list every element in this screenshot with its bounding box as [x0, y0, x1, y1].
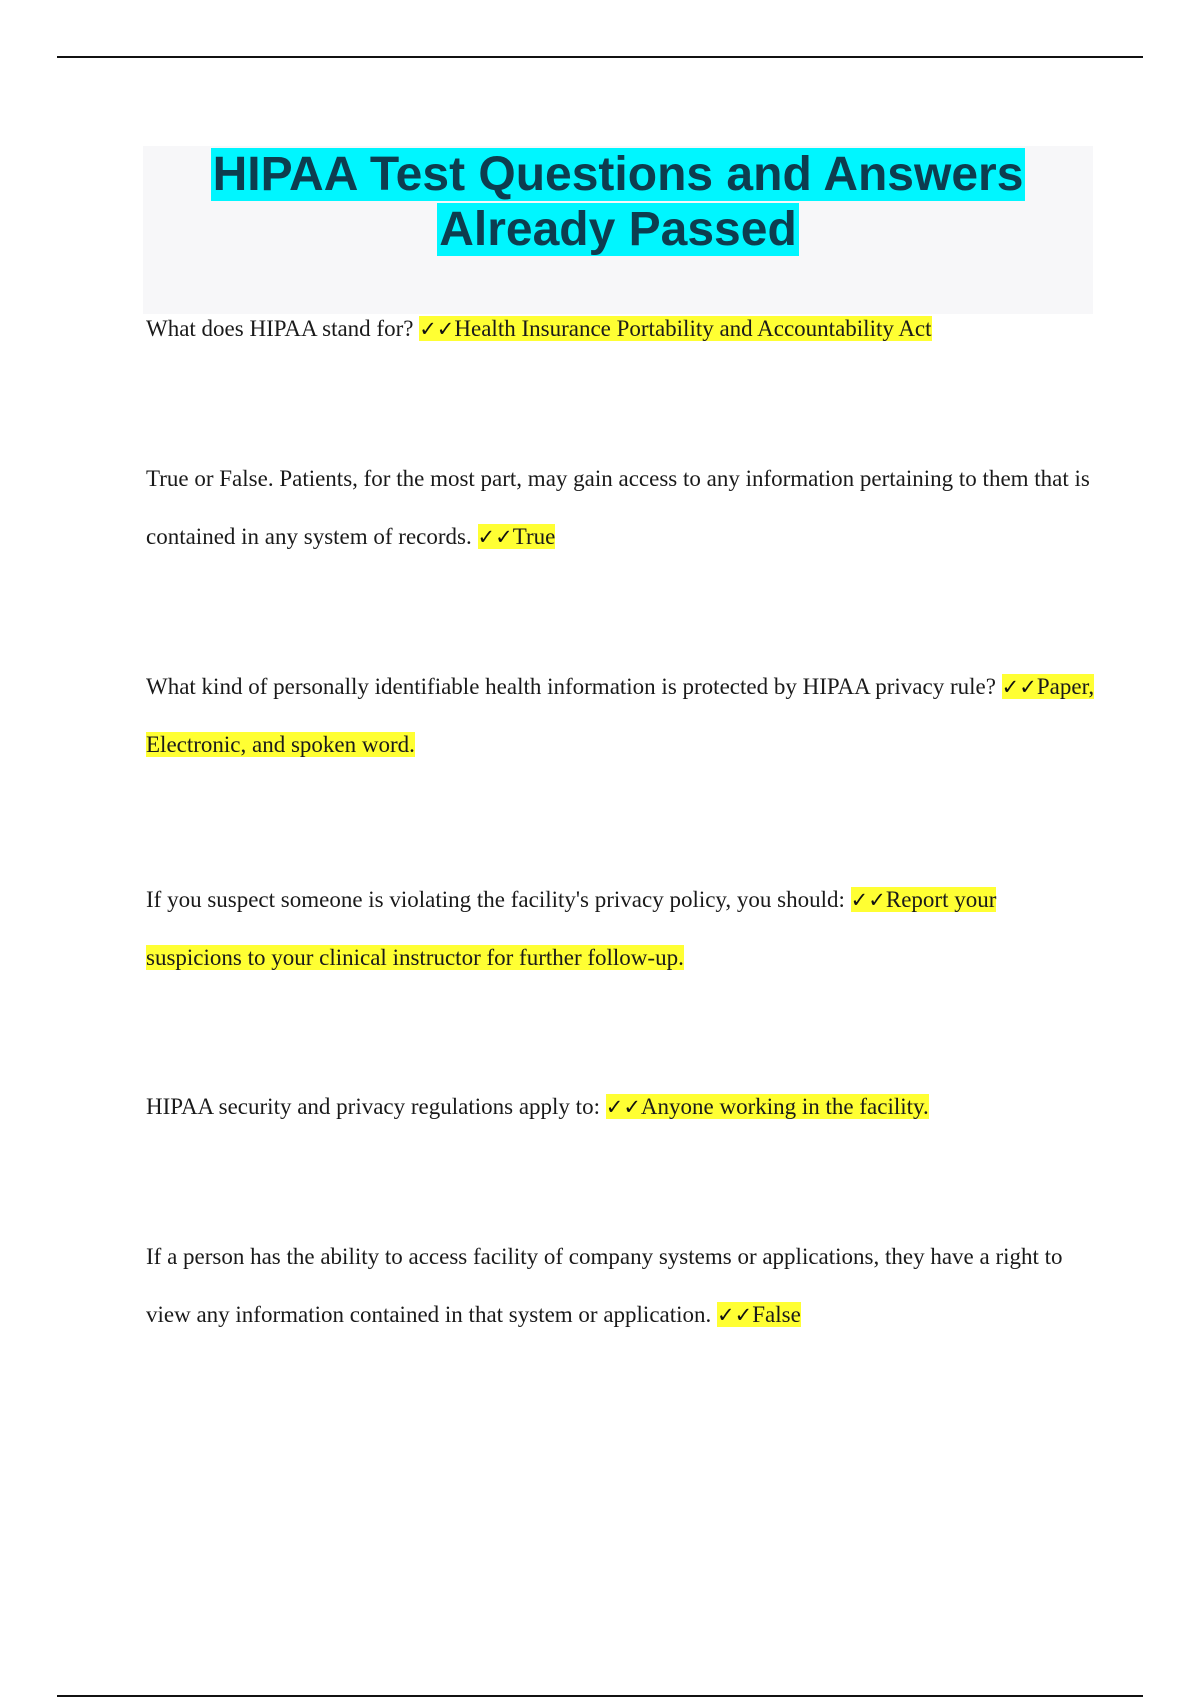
answer-highlight: [478, 524, 556, 549]
title-banner: [143, 146, 1093, 314]
question-text: What does HIPAA stand for?: [146, 316, 420, 341]
answer-text: Paper, Electronic, and spoken word.: [146, 674, 1095, 757]
page-title: [143, 146, 1093, 257]
answer-text: Anyone working in the facility.: [640, 1094, 929, 1119]
answer-text: Health Insurance Portability and Accountability Act: [454, 316, 932, 341]
question-text: If a person has the ability to access facility of company systems or applications, they have a right to view any information contained in that system or application.: [146, 1244, 1063, 1327]
answer-highlight: [717, 1302, 801, 1327]
qa-item-3: [146, 658, 1096, 774]
answer-text: Report your suspicions to your clinical instructor for further follow-up.: [146, 887, 997, 970]
qa-item-1: [146, 300, 1096, 358]
title-line-1: HIPAA Test Questions and Answers: [212, 148, 1024, 201]
qa-item-6: [146, 1228, 1096, 1344]
qa-item-2: [146, 450, 1096, 566]
answer-text: False: [752, 1302, 801, 1327]
qa-item-4: [146, 871, 1096, 987]
question-text: True or False. Patients, for the most part, may gain access to any information pertaining to them that is contained in any system of records.: [146, 466, 1090, 549]
bottom-rule: [57, 1695, 1143, 1697]
check-icon: ✓✓: [419, 317, 455, 341]
answer-highlight: [606, 1094, 929, 1119]
question-text: What kind of personally identifiable health information is protected by HIPAA privacy rule?: [146, 674, 1002, 699]
qa-item-5: [146, 1078, 1096, 1136]
check-icon: ✓✓: [477, 525, 513, 549]
check-icon: ✓✓: [1001, 675, 1037, 699]
check-icon: ✓✓: [605, 1095, 641, 1119]
answer-highlight: [419, 316, 931, 341]
top-rule: [57, 56, 1143, 58]
question-text: If you suspect someone is violating the facility's privacy policy, you should:: [146, 887, 851, 912]
title-line-2: Already Passed: [439, 203, 797, 256]
answer-text: True: [512, 524, 556, 549]
check-icon: ✓✓: [850, 888, 886, 912]
check-icon: ✓✓: [717, 1303, 753, 1327]
question-text: HIPAA security and privacy regulations apply to:: [146, 1094, 606, 1119]
